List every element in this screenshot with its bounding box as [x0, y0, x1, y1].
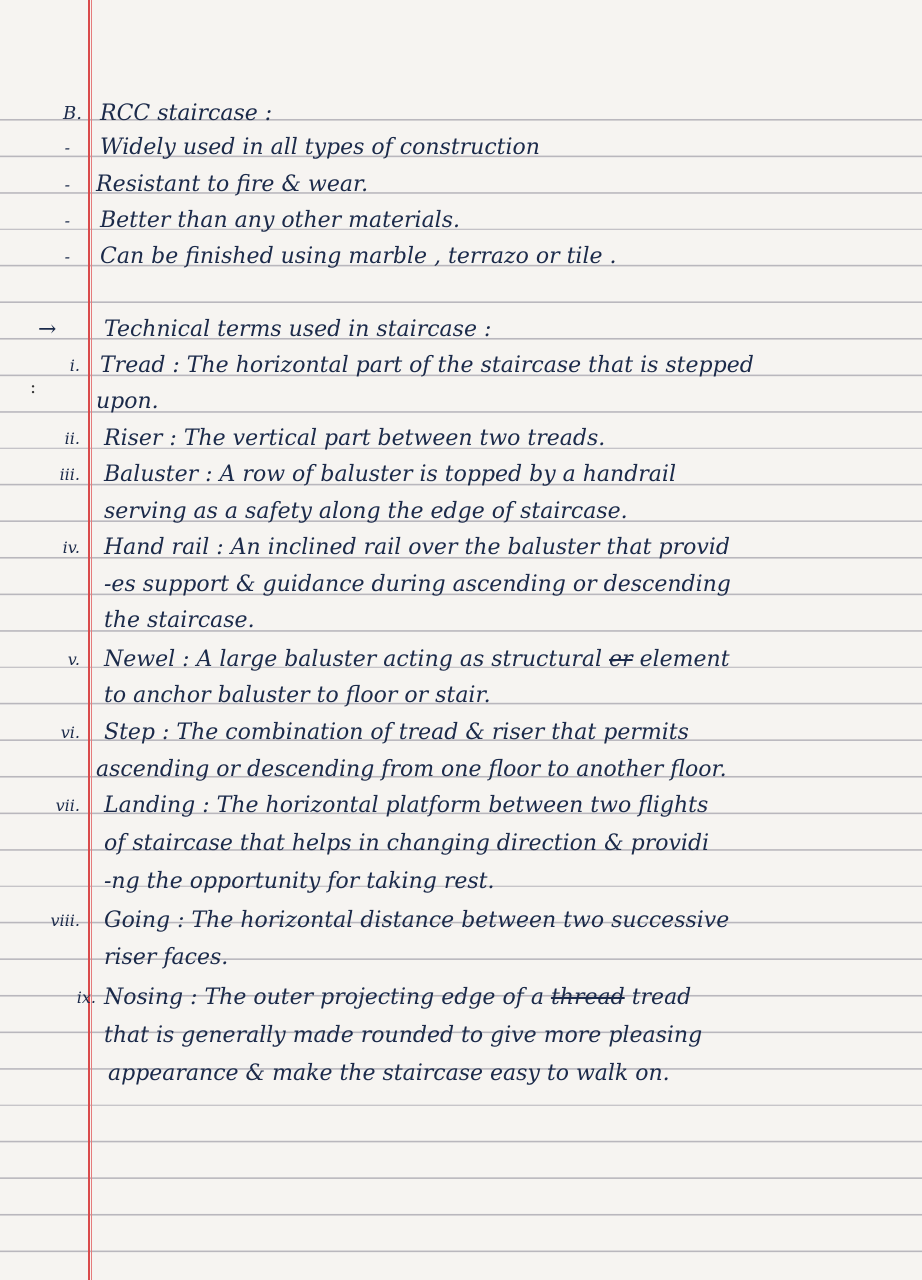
term-number: viii.	[50, 911, 80, 930]
term-text: the staircase.	[104, 608, 255, 633]
terms-heading-text: Technical terms used in staircase :	[104, 317, 492, 342]
term-text: Baluster : A row of baluster is topped by a handrail	[104, 462, 676, 487]
bullet-text: Better than any other materials.	[100, 208, 461, 233]
term-item	[0, 457, 922, 493]
term-item	[0, 642, 922, 678]
term-item	[0, 530, 922, 566]
arrow-icon: →	[38, 317, 57, 342]
term-item	[0, 980, 922, 1016]
term-continuation	[0, 678, 922, 714]
term-item	[0, 421, 922, 457]
term-continuation	[0, 1056, 922, 1092]
term-continuation	[0, 384, 922, 420]
term-text: Hand rail : An inclined rail over the baluster that provid	[104, 535, 730, 560]
term-item	[0, 715, 922, 751]
term-continuation	[0, 567, 922, 603]
term-text: -ng the opportunity for taking rest.	[104, 869, 495, 894]
term-number: i.	[69, 356, 80, 375]
bullet-marker: -	[64, 138, 70, 157]
term-text: appearance & make the staircase easy to walk on.	[108, 1061, 670, 1086]
bullet-item	[0, 167, 922, 203]
margin-mark: :	[30, 377, 37, 398]
term-text: Going : The horizontal distance between two successive	[104, 908, 730, 933]
term-text: upon.	[96, 389, 159, 414]
term-text: to anchor baluster to floor or stair.	[104, 683, 491, 708]
term-item	[0, 903, 922, 939]
section-title: RCC staircase :	[100, 101, 273, 126]
bullet-text: Resistant to fire & wear.	[96, 172, 369, 197]
term-continuation	[0, 603, 922, 639]
term-number: ix.	[76, 988, 96, 1007]
term-text: ascending or descending from one floor to another floor.	[96, 757, 727, 782]
term-item	[0, 348, 922, 384]
term-number: vii.	[55, 796, 80, 815]
term-continuation	[0, 864, 922, 900]
section-heading	[0, 96, 922, 132]
term-continuation	[0, 940, 922, 976]
bullet-marker: -	[64, 247, 70, 266]
term-number: iv.	[62, 538, 80, 557]
term-number: iii.	[59, 465, 80, 484]
term-continuation	[0, 1018, 922, 1054]
term-text: Riser : The vertical part between two treads.	[104, 426, 606, 451]
term-text: serving as a safety along the edge of staircase.	[104, 499, 628, 524]
term-text: -es support & guidance during ascending or descending	[104, 572, 731, 597]
struck-word: er	[609, 647, 633, 672]
term-number: vi.	[60, 723, 80, 742]
term-text-end: element	[639, 647, 730, 672]
bullet-item	[0, 203, 922, 239]
term-text: Nosing : The outer projecting edge of a	[104, 985, 544, 1010]
term-number: v.	[67, 650, 80, 669]
bullet-text: Widely used in all types of construction	[100, 135, 540, 160]
bullet-item	[0, 130, 922, 166]
term-text: of staircase that helps in changing direction & providi	[104, 831, 710, 856]
bullet-marker: -	[64, 211, 70, 230]
section-number: B.	[63, 103, 82, 124]
term-text: Step : The combination of tread & riser that permits	[104, 720, 689, 745]
struck-word: thread	[550, 985, 625, 1010]
term-continuation	[0, 494, 922, 530]
bullet-item	[0, 239, 922, 275]
page-top-margin	[0, 0, 922, 84]
term-text: that is generally made rounded to give more pleasing	[104, 1023, 703, 1048]
term-text-end: tread	[631, 985, 692, 1010]
term-number: ii.	[64, 429, 80, 448]
term-continuation	[0, 826, 922, 862]
bullet-marker: -	[64, 175, 70, 194]
term-item	[0, 788, 922, 824]
terms-heading	[0, 312, 922, 348]
term-text: Landing : The horizontal platform between two flights	[104, 793, 709, 818]
term-text: Newel : A large baluster acting as structural	[104, 647, 603, 672]
term-continuation	[0, 752, 922, 788]
term-text: Tread : The horizontal part of the staircase that is stepped	[100, 353, 754, 378]
bullet-text: Can be finished using marble , terrazo or tile .	[100, 244, 617, 269]
term-text: riser faces.	[104, 945, 229, 970]
